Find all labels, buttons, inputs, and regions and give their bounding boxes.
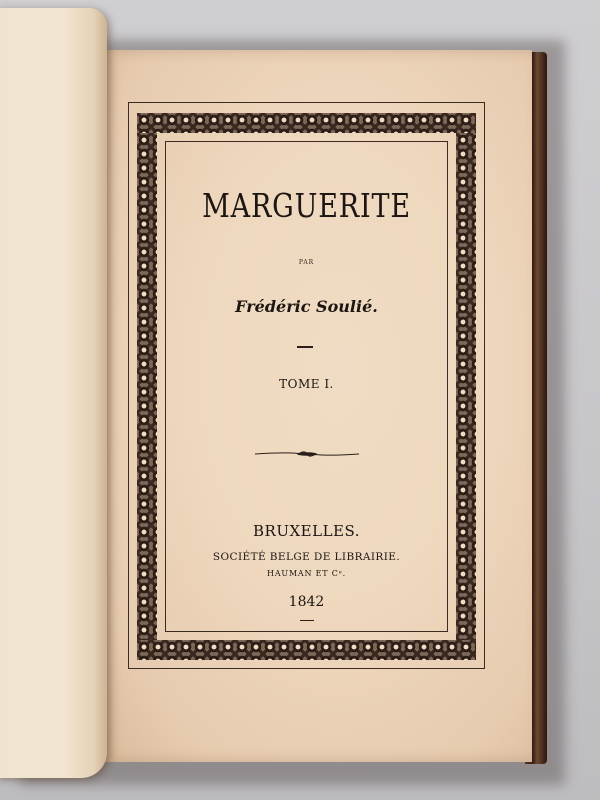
bottom-rule — [300, 620, 314, 621]
ornamental-border-bottom — [137, 640, 476, 660]
flourish-ornament — [255, 449, 359, 459]
facing-page — [0, 8, 107, 778]
publisher-imprint: HAUMAN ET Cᵉ. — [267, 569, 346, 578]
publication-year: 1842 — [288, 594, 325, 610]
ornamental-border-left — [137, 133, 157, 640]
author-name: Frédéric Soulié. — [235, 297, 378, 316]
divider-rule — [297, 346, 313, 348]
ornamental-border-right — [456, 133, 476, 640]
publisher-name: SOCIÉTÉ BELGE DE LIBRAIRIE. — [212, 551, 401, 563]
volume-label: TOME I. — [279, 377, 334, 391]
book-title: MARGUERITE — [202, 186, 411, 225]
by-line: PAR — [298, 259, 315, 266]
ornamental-border-top — [137, 113, 476, 133]
publication-city: BRUXELLES. — [253, 522, 360, 540]
